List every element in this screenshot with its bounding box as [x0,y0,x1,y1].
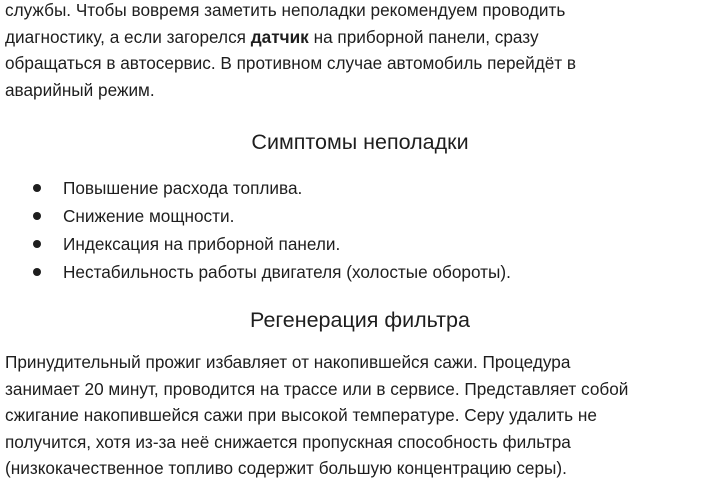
intro-line [5,24,705,51]
list-item-text: Повышение расхода топлива. [63,178,303,198]
paragraph-line: получится, хотя из-за неё снижается пропускная способность фильтра [5,431,571,452]
intro-text: диагностику, а если загорелся [5,26,251,47]
list-item-text: Индексация на приборной панели. [63,234,341,254]
paragraph-line: занимает 20 минут, проводится на трассе или в сервисе. Представляет собой [5,378,629,399]
paragraph-line: (низкокачественное топливо содержит большую концентрацию серы). [5,458,567,478]
list-item [0,230,720,258]
section-heading-symptoms: Симптомы неполадки [251,130,469,154]
intro-line: обращаться в автосервис. В противном случае автомобиль перейдёт в [5,53,577,73]
bullet-icon [33,212,41,220]
intro-text: на приборной панели, сразу [308,26,539,47]
section-heading-regeneration: Регенерация фильтра [250,308,470,332]
bullet-icon [33,268,41,276]
list-item [0,174,720,202]
intro-line: аварийный режим. [5,79,155,100]
paragraph-line: Принудительный прожиг избавляет от накопившейся сажи. Процедура [5,352,571,372]
bold-term-sensor: датчик [250,26,309,47]
symptoms-list [0,174,720,286]
list-item-text: Нестабильность работы двигателя (холостые обороты). [63,262,511,282]
regeneration-paragraph [5,349,705,480]
bullet-icon [33,240,41,248]
list-item-text: Снижение мощности. [63,206,235,226]
list-item [0,202,720,230]
list-item [0,258,720,286]
intro-paragraph [5,0,705,103]
bullet-icon [33,184,41,192]
paragraph-line: сжигание накопившейся сажи при высокой температуре. Серу удалить не [5,405,597,425]
intro-line: службы. Чтобы вовремя заметить неполадки рекомендуем проводить [5,0,566,20]
